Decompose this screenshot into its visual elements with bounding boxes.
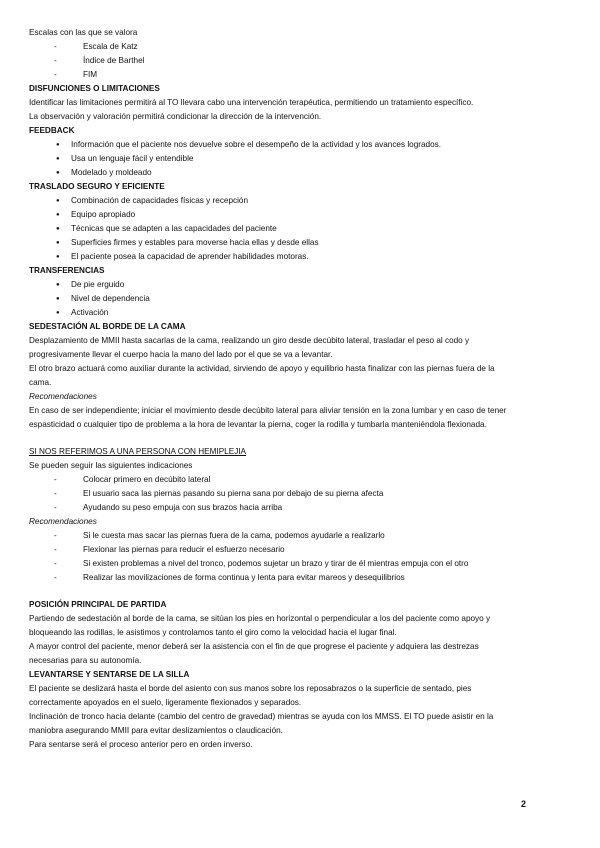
dash-item: - Flexionar las piernas para reducir el esfuerzo necesario bbox=[29, 543, 574, 557]
scale-item: - Escala de Katz bbox=[29, 40, 574, 54]
dash-item: - El usuario saca las piernas pasando su pierna sana por debajo de su pierna afecta bbox=[29, 487, 574, 501]
heading-feedback: FEEDBACK bbox=[29, 126, 75, 135]
bullet-item: ● Modelado y moldeado bbox=[29, 166, 574, 180]
heading-posicion: POSICIÓN PRINCIPAL DE PARTIDA bbox=[29, 600, 167, 609]
paragraph-line: bloqueando las rodillas, le asistimos y controlamos tanto el giro como la velocidad hacia el lugar final. bbox=[29, 628, 397, 637]
spacer bbox=[29, 432, 574, 445]
bullet-item: ● Equipo apropiado bbox=[29, 208, 574, 222]
page-number: 2 bbox=[521, 799, 527, 809]
paragraph-line: maniobra asegurando MMII para evitar deslizamientos o claudicación. bbox=[29, 726, 283, 735]
dash-item: - Si existen problemas a nivel del tronco, podemos sujetar un brazo y tirar de él mientras empuja con el otro bbox=[29, 557, 574, 571]
document-body bbox=[29, 26, 574, 752]
bullet-item: ● Nivel de dependencia bbox=[29, 292, 574, 306]
paragraph-line: Partiendo de sedestación al borde de la cama, se sitúan los pies en horizontal o perpendicular a los del paciente como apoyo y bbox=[29, 614, 491, 623]
paragraph-line: A mayor control del paciente, menor deberá ser la asistencia con el fin de que progrese el paciente y adquiera las destrezas bbox=[29, 642, 479, 651]
heading-sedestacion: SEDESTACIÓN AL BORDE DE LA CAMA bbox=[29, 322, 186, 331]
scale-item: - FIM bbox=[29, 68, 574, 82]
bullet-item: ● Combinación de capacidades físicas y recepción bbox=[29, 194, 574, 208]
bullet-item: ● De pie erguido bbox=[29, 278, 574, 292]
paragraph-line: necesarias para su autonomía. bbox=[29, 656, 142, 665]
paragraph: Se pueden seguir las siguientes indicaciones bbox=[29, 461, 193, 470]
heading-disfunciones: DISFUNCIONES O LIMITACIONES bbox=[29, 84, 160, 93]
heading-hemiplejia: SI NOS REFERIMOS A UNA PERSONA CON HEMIPLEJIA bbox=[29, 447, 247, 456]
paragraph-line: En caso de ser independiente; iniciar el movimiento desde decúbito lateral para aliviar tensión en la zona lumbar y en caso de tener bbox=[29, 406, 507, 415]
bullet-item: ● El paciente posea la capacidad de aprender habilidades motoras. bbox=[29, 250, 574, 264]
heading-traslado: TRASLADO SEGURO Y EFICIENTE bbox=[29, 182, 165, 191]
intro-line: Escalas con las que se valora bbox=[29, 28, 138, 37]
paragraph-line: Desplazamiento de MMII hasta sacarlas de la cama, realizando un giro desde decúbito lateral, trasladar el peso al codo y bbox=[29, 336, 470, 345]
paragraph-line: Para sentarse será el proceso anterior pero en orden inverso. bbox=[29, 740, 253, 749]
paragraph: Identificar las limitaciones permitirá al TO llevara cabo una intervención terapéutica, permitiendo un tratamiento específico. bbox=[29, 98, 474, 107]
heading-levantarse: LEVANTARSE Y SENTARSE DE LA SILLA bbox=[29, 670, 190, 679]
bullet-item: ● Superficies firmes y estables para moverse hacia ellas y desde ellas bbox=[29, 236, 574, 250]
paragraph-line: correctamente apoyados en el suelo, ligeramente flexionados y separados. bbox=[29, 698, 302, 707]
paragraph-line: El otro brazo actuará como auxiliar durante la actividad, sirviendo de apoyo y equilibrio hasta finalizar con las piernas fuera de la bbox=[29, 364, 495, 373]
dash-item: - Si le cuesta mas sacar las piernas fuera de la cama, podemos ayudarle a realizarlo bbox=[29, 529, 574, 543]
scale-item: - Índice de Barthel bbox=[29, 54, 574, 68]
dash-item: - Ayudando su peso empuja con sus brazos hacia arriba bbox=[29, 501, 574, 515]
bullet-item: ● Usa un lenguaje fácil y entendible bbox=[29, 152, 574, 166]
recommendations-label: Recomendaciones bbox=[29, 517, 97, 526]
dash-item: - Realizar las movilizaciones de forma continua y lenta para evitar mareos y desequilibrios bbox=[29, 571, 574, 585]
paragraph-line: espasticidad o cualquier tipo de problema a la hora de levantar la pierna, coger la rodilla y tumbarla manteniéndola flexionada. bbox=[29, 420, 487, 429]
paragraph-line: El paciente se deslizará hasta el borde del asiento con sus manos sobre los reposabrazos o la superficie de sentado, pies bbox=[29, 684, 472, 693]
bullet-item: ● Técnicas que se adapten a las capacidades del paciente bbox=[29, 222, 574, 236]
paragraph: La observación y valoración permitirá condicionar la dirección de la intervención. bbox=[29, 112, 322, 121]
bullet-item: ● Activación bbox=[29, 306, 574, 320]
paragraph-line: progresivamente llevar el cuerpo hacia la mano del lado por el que se va a levantar. bbox=[29, 350, 333, 359]
recommendations-label: Recomendaciones bbox=[29, 392, 97, 401]
spacer bbox=[29, 585, 574, 598]
paragraph-line: cama. bbox=[29, 378, 52, 387]
dash-item: - Colocar primero en decúbito lateral bbox=[29, 473, 574, 487]
bullet-item: ● Información que el paciente nos devuelve sobre el desempeño de la actividad y los avances logrados. bbox=[29, 138, 574, 152]
heading-transferencias: TRANSFERENCIAS bbox=[29, 266, 105, 275]
paragraph-line: Inclinación de tronco hacia delante (cambio del centro de gravedad) mientras se ayuda con los MMSS. El TO puede asistir en la bbox=[29, 712, 494, 721]
